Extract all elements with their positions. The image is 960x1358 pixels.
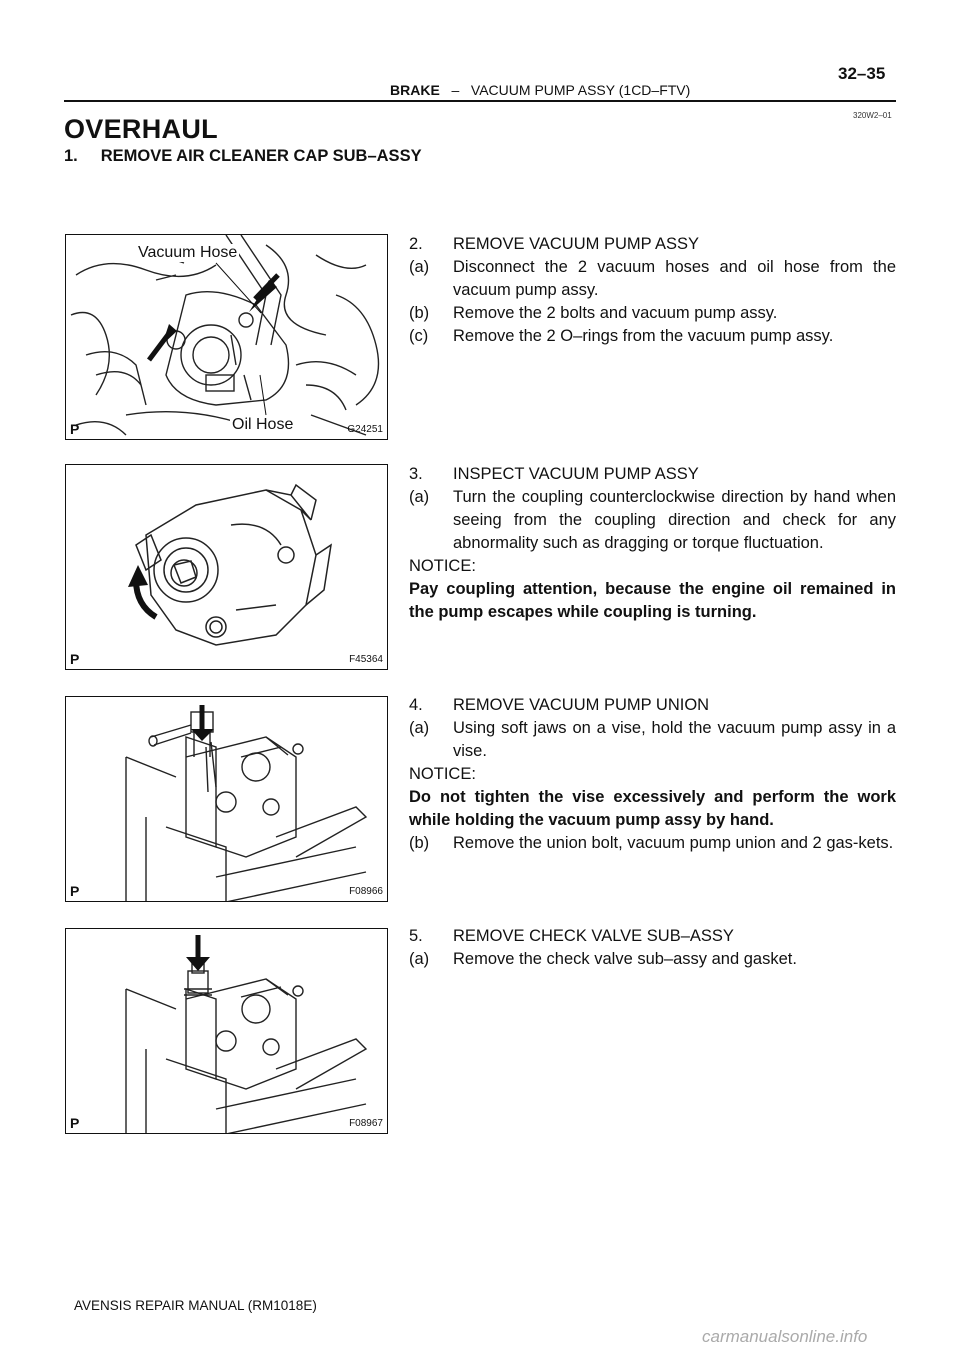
watermark: carmanualsonline.info bbox=[702, 1327, 868, 1346]
step-5-text: REMOVE CHECK VALVE SUB–ASSY bbox=[453, 927, 734, 945]
header-subsection: VACUUM PUMP ASSY (1CD–FTV) bbox=[470, 82, 691, 98]
figure-4-id: F08967 bbox=[349, 1118, 383, 1129]
step-3-text: INSPECT VACUUM PUMP ASSY bbox=[453, 465, 699, 483]
running-header bbox=[390, 82, 690, 98]
step-2a-label: (a) bbox=[409, 258, 430, 276]
figure-1-id: G24251 bbox=[347, 424, 383, 435]
step-2c-label: (c) bbox=[409, 327, 429, 345]
step-2c bbox=[409, 325, 896, 348]
figure-2-drawing bbox=[66, 465, 388, 670]
figure-2-p-mark: P bbox=[70, 651, 80, 667]
step-3-block bbox=[409, 463, 896, 624]
step-4b-text: Remove the union bolt, vacuum pump union and 2 gas-kets. bbox=[453, 834, 894, 852]
step-3-notice-label: NOTICE: bbox=[409, 557, 476, 575]
header-dash: – bbox=[451, 82, 460, 98]
step-4a-label: (a) bbox=[409, 719, 430, 737]
step-2b-text: Remove the 2 bolts and vacuum pump assy. bbox=[453, 304, 778, 322]
step-3a-label: (a) bbox=[409, 488, 430, 506]
step-3-notice-text: Pay coupling attention, because the engine oil remained in the pump escapes while coupling is turning. bbox=[409, 580, 896, 621]
figure-check-valve bbox=[65, 928, 388, 1134]
step-3-heading bbox=[409, 463, 896, 486]
oil-hose-label: Oil Hose bbox=[232, 416, 294, 433]
step-1-number: 1. bbox=[64, 147, 78, 165]
step-3a bbox=[409, 486, 896, 555]
figure-1-drawing bbox=[66, 235, 388, 440]
step-2b-label: (b) bbox=[409, 304, 430, 322]
step-2-number: 2. bbox=[409, 235, 423, 253]
figure-3-drawing bbox=[66, 697, 388, 902]
step-2-heading bbox=[409, 233, 896, 256]
step-5-heading bbox=[409, 925, 896, 948]
page-number: 32–35 bbox=[838, 64, 886, 83]
footer-manual-name: AVENSIS REPAIR MANUAL (RM1018E) bbox=[74, 1298, 317, 1313]
step-4-notice-label: NOTICE: bbox=[409, 765, 476, 783]
step-4-block bbox=[409, 694, 896, 855]
step-5-number: 5. bbox=[409, 927, 423, 945]
step-4a-text: Using soft jaws on a vise, hold the vacuum pump assy in a vise. bbox=[453, 719, 896, 760]
step-3a-text: Turn the coupling counterclockwise direction by hand when seeing from the coupling direction and check for any abnormality such as dragging or torque fluctuation. bbox=[453, 488, 896, 552]
figure-4-drawing bbox=[66, 929, 388, 1134]
step-1-text: REMOVE AIR CLEANER CAP SUB–ASSY bbox=[100, 147, 422, 165]
doc-id: 320W2–01 bbox=[853, 111, 892, 120]
step-5a-text: Remove the check valve sub–assy and gasket. bbox=[453, 950, 797, 968]
step-2a bbox=[409, 256, 896, 302]
step-5-block bbox=[409, 925, 896, 971]
step-4-notice-text: Do not tighten the vise excessively and perform the work while holding the vacuum pump assy by hand. bbox=[409, 788, 896, 829]
header-rule bbox=[64, 100, 896, 102]
step-2a-text: Disconnect the 2 vacuum hoses and oil hose from the vacuum pump assy. bbox=[453, 258, 896, 299]
figure-vacuum-hose bbox=[65, 234, 388, 440]
figure-pump-coupling bbox=[65, 464, 388, 670]
figure-1-p-mark: P bbox=[70, 421, 80, 437]
step-4-text: REMOVE VACUUM PUMP UNION bbox=[453, 696, 710, 714]
figure-3-p-mark: P bbox=[70, 883, 80, 899]
step-4-number: 4. bbox=[409, 696, 423, 714]
step-2-block bbox=[409, 233, 896, 348]
step-2c-text: Remove the 2 O–rings from the vacuum pump assy. bbox=[453, 327, 834, 345]
figure-3-id: F08966 bbox=[349, 886, 383, 897]
step-4b-label: (b) bbox=[409, 834, 430, 852]
step-5a-label: (a) bbox=[409, 950, 430, 968]
step-2b bbox=[409, 302, 896, 325]
step-4-heading bbox=[409, 694, 896, 717]
figure-2-id: F45364 bbox=[349, 654, 383, 665]
step-1 bbox=[64, 147, 422, 166]
header-section: BRAKE bbox=[390, 82, 440, 98]
step-4b bbox=[409, 832, 896, 855]
step-4a bbox=[409, 717, 896, 763]
step-3-number: 3. bbox=[409, 465, 423, 483]
step-5a bbox=[409, 948, 896, 971]
step-2-text: REMOVE VACUUM PUMP ASSY bbox=[453, 235, 700, 253]
page-title: OVERHAUL bbox=[64, 114, 218, 144]
vacuum-hose-label: Vacuum Hose bbox=[138, 244, 238, 261]
figure-vacuum-pump-union bbox=[65, 696, 388, 902]
figure-4-p-mark: P bbox=[70, 1115, 80, 1131]
